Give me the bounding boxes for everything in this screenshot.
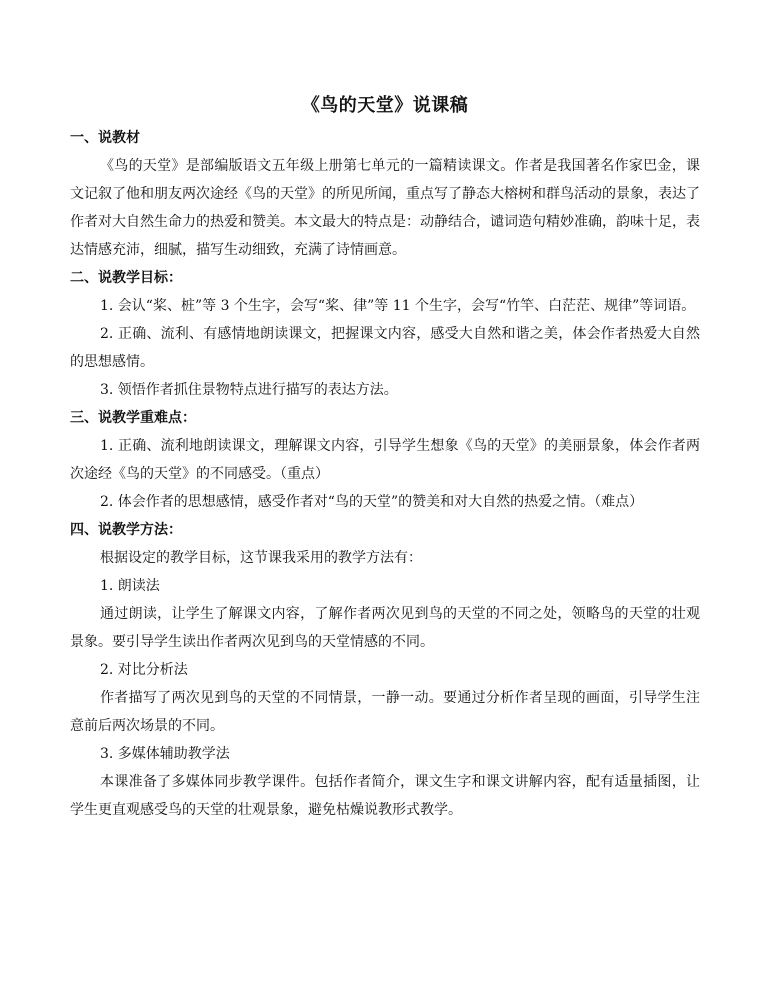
document-title: 《鸟的天堂》说课稿 — [301, 95, 469, 116]
method-title-comparison: 2. 对比分析法 — [100, 662, 188, 678]
method-text-comparison: 作者描写了两次见到鸟的天堂的不同情景，一静一动。要通过分析作者呈现的画面，引导学生注意前后两次场景的不同。 — [70, 690, 700, 734]
section-heading-key-points: 三、说教学重难点： — [70, 410, 196, 426]
objective-item-3: 3. 领悟作者抓住景物特点进行描写的表达方法。 — [100, 382, 398, 398]
section-heading-textbook: 一、说教材 — [70, 130, 140, 146]
section-heading-objectives: 二、说教学目标： — [70, 270, 182, 286]
document-body — [70, 124, 700, 824]
objective-item-1: 1. 会认“桨、桩”等 3 个生字，会写“桨、律”等 11 个生字，会写“竹竿、白茫茫、规律”等词语。 — [100, 298, 696, 314]
key-point-item-2: 2. 体会作者的思想感情，感受作者对“鸟的天堂”的赞美和对大自然的热爱之情。（难点） — [100, 494, 644, 510]
key-point-item-1: 1. 正确、流利地朗读课文，理解课文内容，引导学生想象《鸟的天堂》的美丽景象，体会作者两次途经《鸟的天堂》的不同感受。（重点） — [70, 438, 700, 482]
method-title-reading: 1. 朗读法 — [100, 578, 160, 594]
method-text-reading: 通过朗读，让学生了解课文内容，了解作者两次见到鸟的天堂的不同之处，领略鸟的天堂的壮观景象。要引导学生读出作者两次见到鸟的天堂情感的不同。 — [70, 606, 700, 650]
objective-item-2: 2. 正确、流利、有感情地朗读课文，把握课文内容，感受大自然和谐之美，体会作者热爱大自然的思想感情。 — [70, 326, 700, 370]
method-title-multimedia: 3. 多媒体辅助教学法 — [100, 746, 230, 762]
textbook-paragraph: 《鸟的天堂》是部编版语文五年级上册第七单元的一篇精读课文。作者是我国著名作家巴金，课文记叙了他和朋友两次途经《鸟的天堂》的所见所闻，重点写了静态大榕树和群鸟活动的景象，表达了作者对大自然生命力的热爱和赞美。本文最大的特点是：动静结合，谴词造句精妙准确，韵味十足，表达情感充沛，细腻，描写生动细致，充满了诗情画意。 — [70, 158, 700, 258]
method-text-multimedia: 本课准备了多媒体同步教学课件。包括作者简介，课文生字和课文讲解内容，配有适量插图，让学生更直观感受鸟的天堂的壮观景象，避免枯燥说教形式教学。 — [70, 774, 700, 818]
methods-intro: 根据设定的教学目标，这节课我采用的教学方法有： — [100, 550, 422, 566]
section-heading-methods: 四、说教学方法： — [70, 522, 182, 538]
